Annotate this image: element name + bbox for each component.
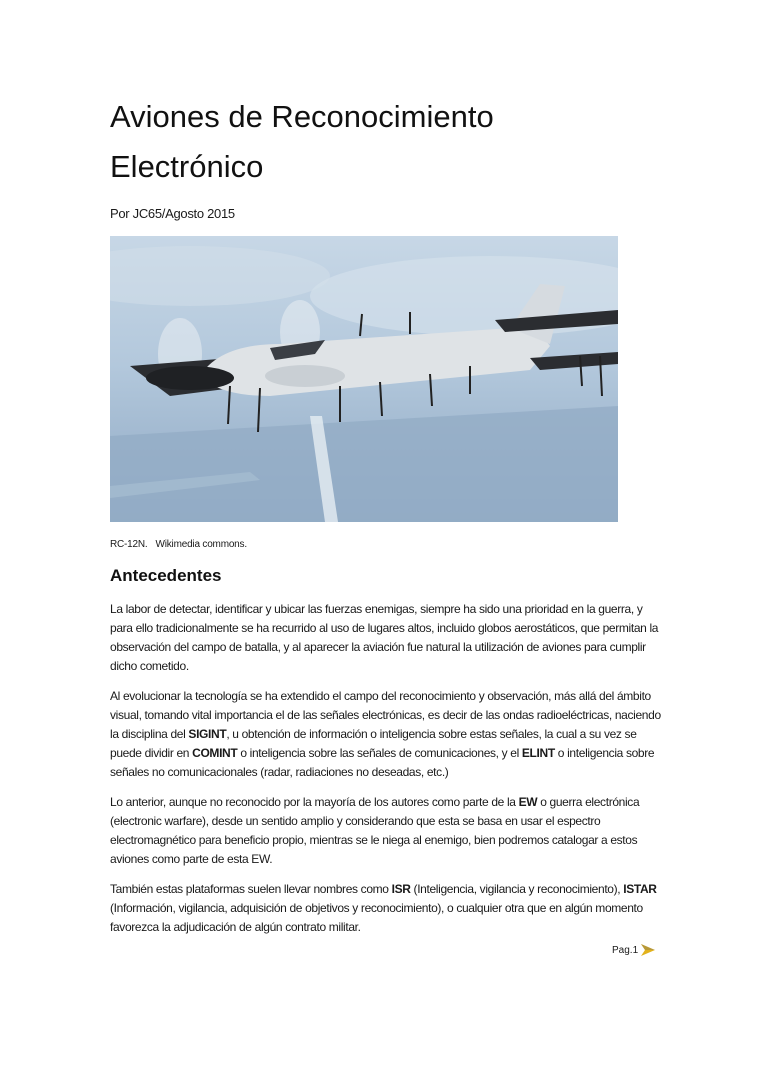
paragraph-text: Lo anterior, aunque no reconocido por la mayoría de los autores como parte de la bbox=[110, 795, 519, 809]
term-sigint: SIGINT bbox=[188, 727, 227, 741]
paragraph-text: También estas plataformas suelen llevar nombres como bbox=[110, 882, 392, 896]
title-line-2: Electrónico bbox=[110, 149, 264, 184]
document-title bbox=[110, 92, 670, 192]
paragraph-3 bbox=[110, 793, 662, 869]
term-istar: ISTAR bbox=[623, 882, 657, 896]
figure-caption bbox=[110, 539, 247, 550]
paragraph-text: (Información, vigilancia, adquisición de objetivos y reconocimiento), o cualquier otra que en algún momento favorezca la adjudicación de algún contrato militar. bbox=[110, 901, 643, 934]
page-footer bbox=[612, 944, 655, 956]
paragraph-text: o inteligencia sobre las señales de comunicaciones, y el bbox=[237, 746, 522, 760]
paragraph-text: o guerra electrónica (electronic warfare), desde un sentido amplio y considerando que esta se basa en usar el espectro electromagnético para beneficio propio, mientras se le niega al enemigo, bien podremos catalogar a estos aviones como parte de esta EW. bbox=[110, 795, 640, 866]
paragraph-text: o inteligencia sobre señales no comunicacionales (radar, radiaciones no deseadas, etc.) bbox=[110, 746, 655, 779]
paragraph-text: , u obtención de información o inteligencia sobre estas señales, la cual a su vez se puede dividir en bbox=[110, 727, 637, 760]
byline: Por JC65/Agosto 2015 bbox=[110, 206, 235, 221]
caption-model: RC-12N. bbox=[110, 539, 148, 550]
term-isr: ISR bbox=[391, 882, 411, 896]
paragraph-text: La labor de detectar, identificar y ubicar las fuerzas enemigas, siempre ha sido una prioridad en la guerra, y para ello tradicionalmente se ha recurrido al uso de lugares altos, incluido globos aerostáticos, que permitan la observación del campo de batalla, y al aparecer la aviación fue natural la utilización de aviones para cumplir dicho cometido. bbox=[110, 602, 659, 673]
aircraft-photo-illustration bbox=[110, 236, 618, 522]
next-page-arrow-icon bbox=[641, 944, 655, 956]
caption-source: Wikimedia commons. bbox=[155, 539, 247, 550]
aircraft-photo bbox=[110, 236, 618, 522]
paragraph-2 bbox=[110, 687, 662, 782]
paragraph-text: (Inteligencia, vigilancia y reconocimiento), bbox=[410, 882, 624, 896]
page-number: Pag.1 bbox=[612, 944, 639, 956]
paragraph-4 bbox=[110, 880, 662, 937]
term-ew: EW bbox=[518, 795, 538, 809]
paragraph-1 bbox=[110, 600, 662, 676]
section-heading: Antecedentes bbox=[110, 566, 222, 585]
term-elint: ELINT bbox=[521, 746, 555, 760]
term-comint: COMINT bbox=[192, 746, 238, 760]
paragraph-text: Al evolucionar la tecnología se ha extendido el campo del reconocimiento y observación, más allá del ámbito visual, tomando vital importancia el de las señales electrónicas, es decir de las ondas radioeléctricas, naciendo la disciplina del bbox=[110, 689, 661, 741]
title-line-1: Aviones de Reconocimiento bbox=[110, 99, 494, 134]
section-body bbox=[110, 600, 662, 948]
